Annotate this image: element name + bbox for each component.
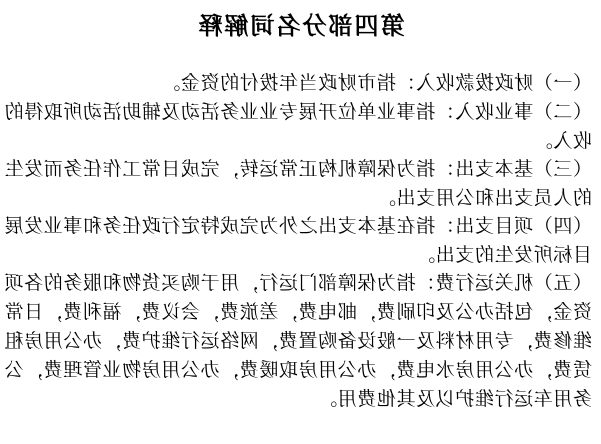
page-title: 第四部分名词解释 <box>196 11 405 40</box>
definition-basic-expenditure: （三）基本支出：指为保障机构正常运转，完成日常工作任务而发生的人员支出和公用支出。 <box>3 158 592 209</box>
definition-agency-operating-costs: （五）机关运行费：指为保障部门运行，用于购买货物和服务的各项资金，包括办公及印刷费，邮电费，差旅费，会议费，福利费，日常维修费，专用材料及一般设备购置费，网络运行维护费，办公用房租赁费，办公用房水电费，办公用房取暖费，办公用房物业管理费，公务用车运行维护以及其他费用。 <box>3 272 592 410</box>
definition-fiscal-appropriation-income: （一）财政拨款收入：指市财政当年拨付的资金。 <box>160 72 592 94</box>
definition-project-expenditure: （四）项目支出：指在基本支出之外为完成特定行政任务和事业发展目标所发生的支出。 <box>3 215 592 266</box>
definition-business-income: （二）事业收入：指事业单位开展专业业务活动及辅助活动所取得的收入。 <box>3 101 592 152</box>
